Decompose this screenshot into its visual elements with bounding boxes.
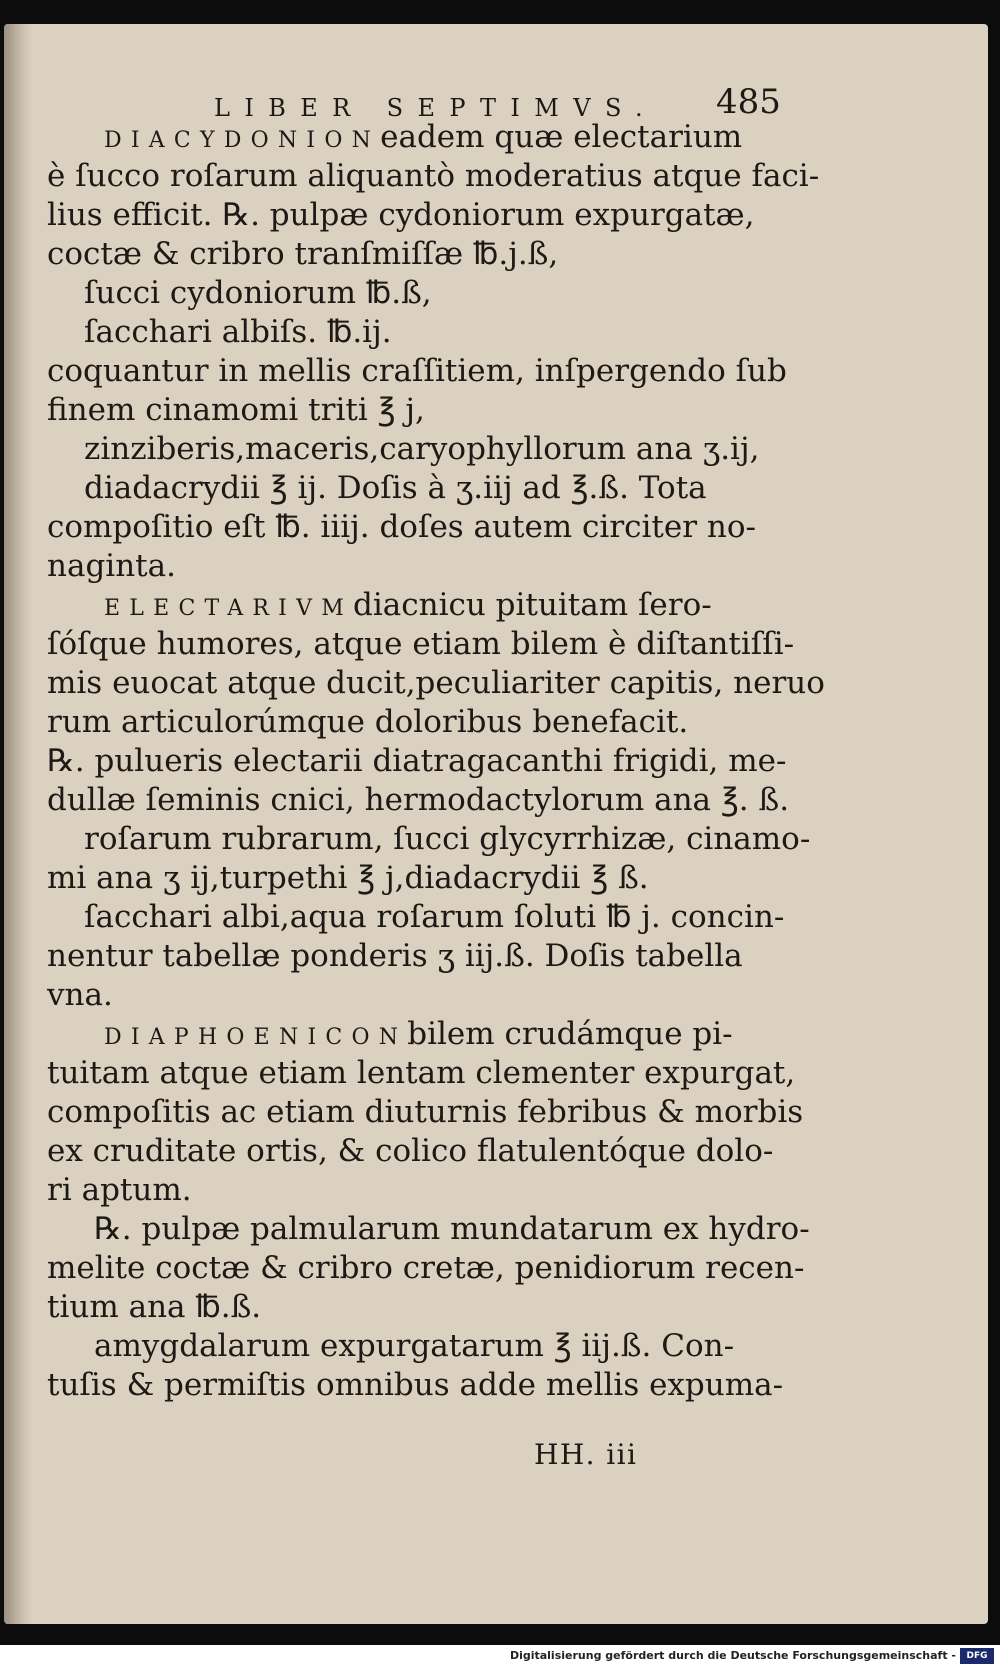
line-text: eadem quæ electarium: [380, 119, 743, 155]
text-line: [47, 353, 787, 389]
text-line: [84, 899, 784, 935]
page-gutter-shadow: [4, 24, 32, 1624]
line-text: diacnicu pituitam ſero-: [353, 587, 712, 623]
line-text: mis euocat atque ducit,peculiariter capitis, neruo: [47, 665, 825, 701]
text-line: [47, 1250, 804, 1286]
line-text: ri aptum.: [47, 1172, 192, 1208]
line-text: tuſis & permiſtis omnibus adde mellis expuma-: [47, 1367, 784, 1403]
footer-credit: Digitalisierung gefördert durch die Deutsche Forschungsgemeinschaft -: [509, 1649, 956, 1662]
text-line: [84, 821, 810, 857]
line-text: nentur tabellæ ponderis ʒ iij.ß. Doſis tabella: [47, 938, 743, 974]
line-text: tuitam atque etiam lentam clementer expurgat,: [47, 1055, 796, 1091]
text-line: [47, 743, 786, 779]
text-line: [84, 470, 707, 506]
line-text: ℞. pulueris electarii diatragacanthi frigidi, me-: [47, 743, 787, 779]
dfg-logo: DFG: [960, 1648, 994, 1664]
small-caps-heading: DIACYDONION: [104, 128, 381, 153]
signature-mark: HH. iii: [534, 1438, 638, 1471]
text-line: [47, 1172, 192, 1208]
text-line: [84, 431, 759, 467]
line-text: coctæ & cribro tranſmiſſæ ℔.j.ß,: [47, 236, 559, 272]
text-line: [47, 938, 743, 974]
line-text: ſóſque humores, atque etiam bilem è diſtantiſſi-: [47, 626, 795, 662]
line-text: compoſitis ac etiam diuturnis febribus & morbis: [47, 1094, 804, 1130]
page-number: 485: [716, 82, 781, 122]
text-line: [47, 704, 688, 740]
line-text: tium ana ℔.ß.: [47, 1289, 262, 1325]
small-caps-heading: ELECTARIVM: [104, 596, 353, 621]
text-line: [47, 236, 558, 272]
text-line: [104, 587, 712, 623]
text-line: [47, 665, 825, 701]
text-line: [47, 860, 649, 896]
book-page: [4, 24, 988, 1624]
text-line: [47, 1094, 803, 1130]
text-line: [47, 509, 756, 545]
text-line: [84, 314, 392, 350]
running-head: LIBER SEPTIMVS.: [214, 94, 657, 122]
line-text: rum articulorúmque doloribus benefacit.: [47, 704, 689, 740]
text-line: [94, 1328, 734, 1364]
text-line: [104, 1016, 733, 1052]
line-text: roſarum rubrarum, ſucci glycyrrhizæ, cinamo-: [84, 821, 811, 857]
line-text: ſacchari albi,aqua roſarum ſoluti ℔ j. concin-: [84, 899, 785, 935]
text-line: [47, 158, 819, 194]
line-text: melite coctæ & cribro cretæ, penidiorum recen-: [47, 1250, 805, 1286]
line-text: ſucci cydoniorum ℔.ß,: [84, 275, 432, 311]
text-line: [47, 197, 755, 233]
line-text: finem cinamomi triti ℥ j,: [47, 392, 425, 428]
text-line: [47, 626, 794, 662]
line-text: diadacrydii ℥ ij. Doſis à ʒ.iij ad ℥.ß. Tota: [84, 470, 707, 506]
text-line: [47, 548, 176, 584]
line-text: ſacchari albiſs. ℔.ij.: [84, 314, 392, 350]
line-text: amygdalarum expurgatarum ℥ iij.ß. Con-: [94, 1328, 735, 1364]
digitization-footer: [0, 1645, 1000, 1670]
text-line: [47, 1289, 261, 1325]
text-line: [94, 1211, 810, 1247]
small-caps-heading: DIAPHOENICON: [104, 1025, 408, 1050]
text-line: [47, 1367, 783, 1403]
text-line: [47, 977, 113, 1013]
line-text: vna.: [47, 977, 113, 1013]
line-text: ℞. pulpæ palmularum mundatarum ex hydro-: [94, 1211, 810, 1247]
line-text: coquantur in mellis craſſitiem, inſpergendo ſub: [47, 353, 787, 389]
line-text: ex cruditate ortis, & colico flatulentóque dolo-: [47, 1133, 774, 1169]
line-text: zinziberis,maceris,caryophyllorum ana ʒ.ij,: [84, 431, 760, 467]
text-line: [47, 1133, 773, 1169]
text-line: [47, 1055, 795, 1091]
line-text: compoſitio eſt ℔. iiij. doſes autem circiter no-: [47, 509, 757, 545]
line-text: mi ana ʒ ij,turpethi ℥ j,diadacrydii ℥ ß.: [47, 860, 649, 896]
text-line: [104, 119, 742, 155]
line-text: naginta.: [47, 548, 176, 584]
line-text: lius efficit. ℞. pulpæ cydoniorum expurgatæ,: [47, 197, 755, 233]
text-line: [47, 782, 789, 818]
line-text: è ſucco roſarum aliquantò moderatius atque faci-: [47, 158, 820, 194]
text-line: [47, 392, 425, 428]
line-text: bilem crudámque pi-: [407, 1016, 733, 1052]
line-text: dullæ ſeminis cnici, hermodactylorum ana ℥. ß.: [47, 782, 790, 818]
text-line: [84, 275, 432, 311]
